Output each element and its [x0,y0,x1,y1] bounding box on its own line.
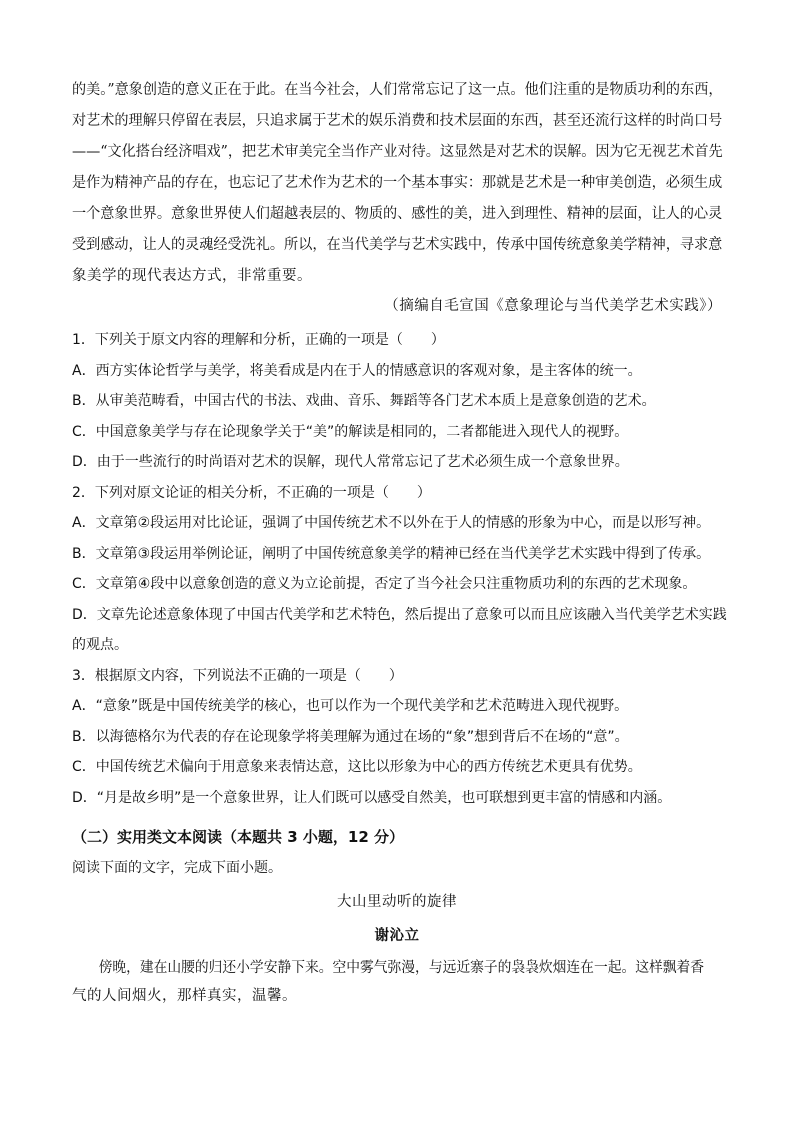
section-heading: （二）实用类文本阅读（本题共 3 小题，12 分） [72,828,404,846]
answer-option: D．文章先论述意象体现了中国古代美学和艺术特色，然后提出了意象可以而且应该融入当代美学艺术实践 [72,606,727,623]
passage-line: 受到感动，让人的灵魂经受洗礼。所以，在当代美学与艺术实践中，传承中国传统意象美学精神，寻求意 [72,237,723,253]
answer-option: A．文章第②段运用对比论证，强调了中国传统艺术不以外在于人的情感的形象为中心，而是以形写神。 [72,515,711,531]
article-title: 大山里动听的旋律 [337,894,457,910]
passage-line: 的美。”意象创造的意义正在于此。在当今社会，人们常常忘记了这一点。他们注重的是物质功利的东西， [72,82,723,98]
answer-option: B．以海德格尔为代表的存在论现象学将美理解为通过在场的“象”想到背后不在场的“意”。 [72,728,629,745]
passage-line: 一个意象世界。意象世界使人们超越表层的、物质的、感性的美，进入到理性、精神的层面，让人的心灵 [72,206,723,222]
answer-option: D．由于一些流行的时尚语对艺术的误解，现代人常常忘记了艺术必须生成一个意象世界。 [72,454,629,470]
article-line: 傍晚，建在山腰的归还小学安静下来。空中雾气弥漫，与远近寨子的袅袅炊烟连在一起。这样飘着香 [98,960,705,976]
answer-option: C．中国传统艺术偏向于用意象来表情达意，这比以形象为中心的西方传统艺术更具有优势。 [72,759,642,775]
passage-body [72,75,722,292]
answer-option: D．“月是故乡明”是一个意象世界，让人们既可以感受自然美，也可联想到更丰富的情感和内涵。 [72,789,672,806]
question-stem: 2．下列对原文论证的相关分析，不正确的一项是（ ） [72,484,431,501]
answer-option: A．“意象”既是中国传统美学的核心，也可以作为一个现代美学和艺术范畴进入现代视野。 [72,698,629,714]
article-author: 谢沁立 [374,927,420,944]
answer-option: A．西方实体论哲学与美学，将美看成是内在于人的情感意识的客观对象，是主客体的统一。 [72,362,642,379]
passage-line: 象美学的现代表达方式，非常重要。 [72,268,312,284]
passage-line: 对艺术的理解只停留在表层，只追求属于艺术的娱乐消费和技术层面的东西，甚至还流行这样的时尚口号 [72,113,723,129]
article-body [72,954,732,1010]
answer-option: B．文章第③段运用举例论证，阐明了中国传统意象美学的精神已经在当代美学艺术实践中得到了传承。 [72,545,711,562]
section-instruction: 阅读下面的文字，完成下面小题。 [72,860,282,876]
question-stem: 3．根据原文内容，下列说法不正确的一项是（ ） [72,667,403,684]
answer-option: C．文章第④段中以意象创造的意义为立论前提，否定了当今社会只注重物质功利的东西的艺术现象。 [72,576,697,592]
passage-line: 是作为精神产品的存在，也忘记了艺术作为艺术的一个基本事实：那就是艺术是一种审美创造，必须生成 [72,175,723,191]
answer-option: B．从审美范畴看，中国古代的书法、戏曲、音乐、舞蹈等各门艺术本质上是意象创造的艺术。 [72,393,656,409]
question-stem: 1．下列关于原文内容的理解和分析，正确的一项是（ ） [72,332,445,348]
questions-block [72,325,732,813]
article-line: 气的人间烟火，那样真实，温馨。 [72,988,297,1004]
answer-option-continued: 的观点。 [72,637,128,653]
passage-line: ——“文化搭台经济唱戏”，把艺术审美完全当作产业对待。这显然是对艺术的误解。因为它无视艺术首先 [72,144,723,160]
answer-option: C．中国意象美学与存在论现象学关于“美”的解读是相同的，二者都能进入现代人的视野。 [72,423,629,440]
passage-source: （摘编自毛宣国《意象理论与当代美学艺术实践》） [384,298,722,314]
